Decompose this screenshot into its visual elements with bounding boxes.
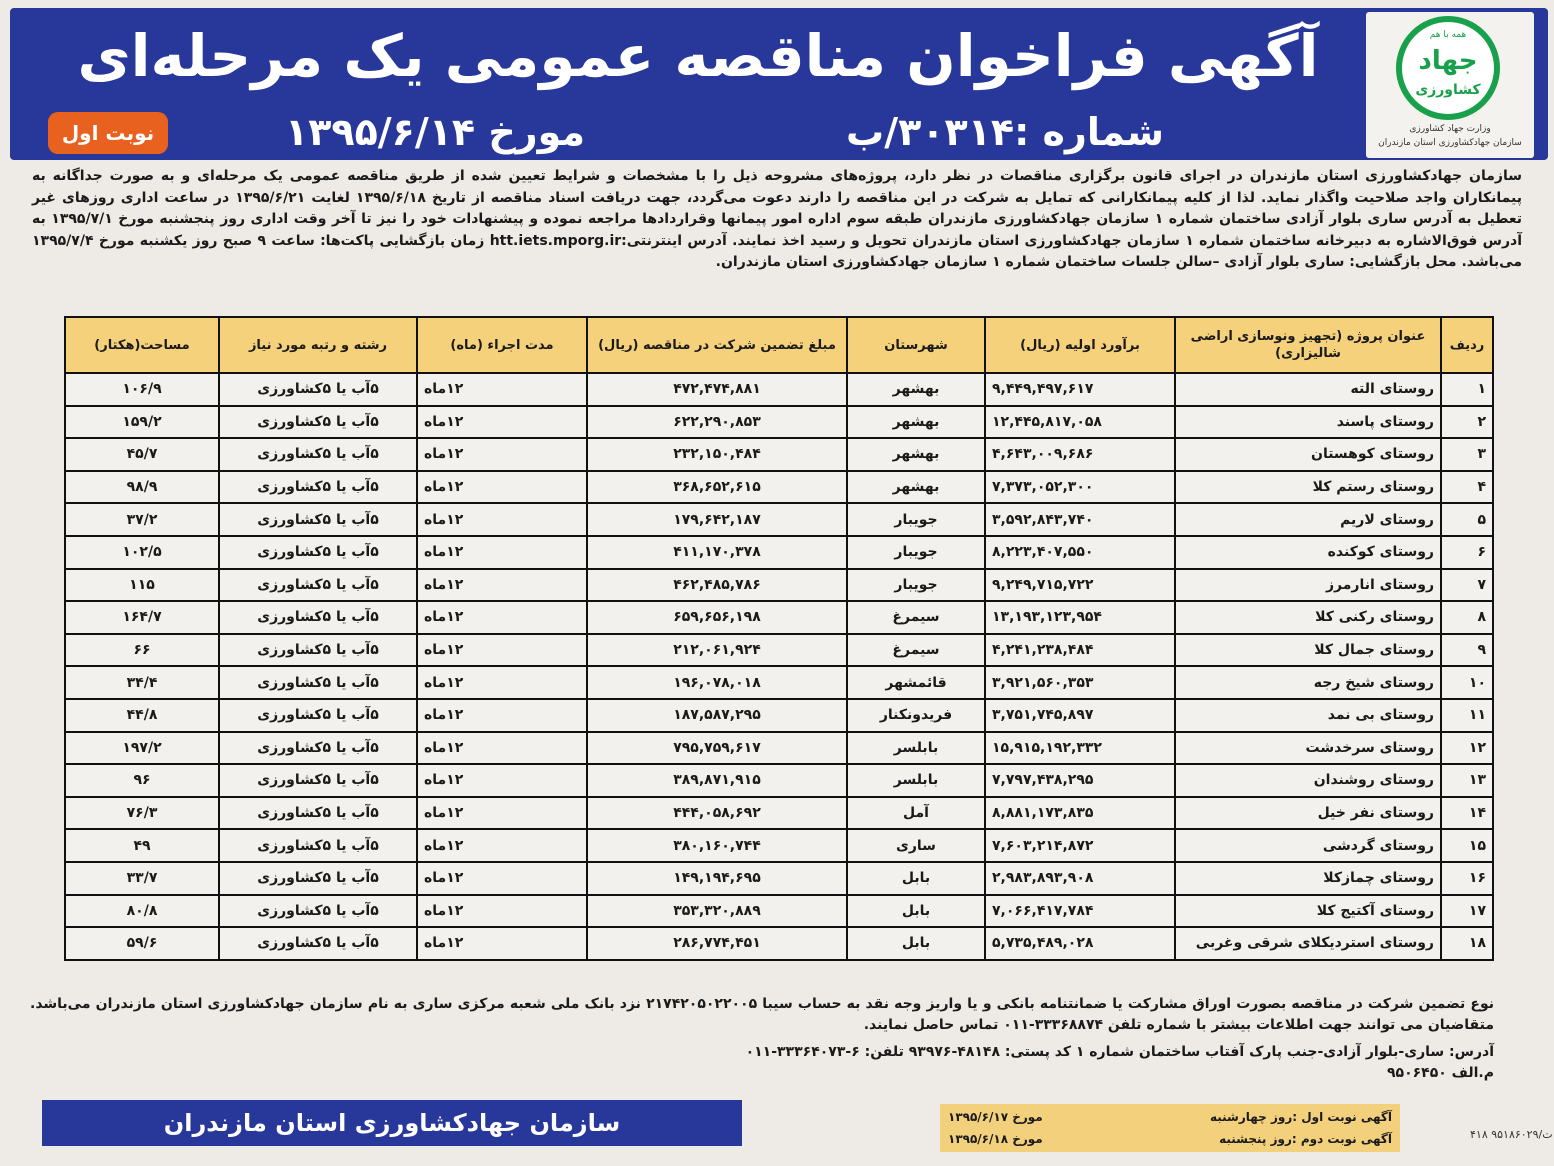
cell-city: ساری — [847, 829, 985, 862]
cell-guarantee: ۳۵۳,۳۲۰,۸۸۹ — [587, 895, 847, 928]
cell-city: بهشهر — [847, 438, 985, 471]
cell-grade: ۵آب یا ۵کشاورزی — [219, 536, 417, 569]
table-row — [65, 373, 1493, 406]
cell-project-title: روستای پاسند — [1175, 406, 1441, 439]
table-row — [65, 569, 1493, 602]
cell-guarantee: ۳۸۰,۱۶۰,۷۴۴ — [587, 829, 847, 862]
cell-city: سیمرغ — [847, 601, 985, 634]
logo-org-text: سازمان جهادکشاورزی استان مازندران — [1378, 138, 1522, 148]
cell-estimate: ۱۲,۴۴۵,۸۱۷,۰۵۸ — [985, 406, 1175, 439]
cell-row-number: ۱ — [1441, 373, 1493, 406]
intro-text-end: زمان بازگشایی پاکت‌ها: ساعت ۹ صبح روز یکشنبه مورخ ۱۳۹۵/۷/۴ می‌باشد. محل بازگشایی: ساری بلوار آزادی –سالن جلسات ساختمان شماره ۱ سازمان جهادکشاورزی استان مازندران. — [32, 232, 1522, 270]
cell-duration: ۱۲ماه — [417, 797, 587, 830]
cell-guarantee: ۶۲۲,۲۹۰,۸۵۳ — [587, 406, 847, 439]
cell-grade: ۵آب یا ۵کشاورزی — [219, 862, 417, 895]
cell-city: بابلسر — [847, 732, 985, 765]
cell-project-title: روستای کوکنده — [1175, 536, 1441, 569]
intro-paragraph — [32, 166, 1522, 298]
cell-city: بهشهر — [847, 373, 985, 406]
cell-guarantee: ۷۹۵,۷۵۹,۶۱۷ — [587, 732, 847, 765]
cell-estimate: ۱۳,۱۹۳,۱۲۳,۹۵۴ — [985, 601, 1175, 634]
cell-city: بابل — [847, 927, 985, 960]
cell-grade: ۵آب یا ۵کشاورزی — [219, 829, 417, 862]
cell-project-title: روستای آکتیج کلا — [1175, 895, 1441, 928]
cell-grade: ۵آب یا ۵کشاورزی — [219, 601, 417, 634]
cell-row-number: ۶ — [1441, 536, 1493, 569]
cell-estimate: ۴,۶۴۳,۰۰۹,۶۸۶ — [985, 438, 1175, 471]
table-row — [65, 829, 1493, 862]
cell-row-number: ۴ — [1441, 471, 1493, 504]
table-row — [65, 438, 1493, 471]
organization-logo — [1366, 12, 1534, 158]
cell-grade: ۵آب یا ۵کشاورزی — [219, 927, 417, 960]
tender-number: شماره :۳۰۳۱۴/ب — [846, 110, 1164, 154]
cell-area: ۳۴/۴ — [65, 666, 219, 699]
cell-area: ۴۵/۷ — [65, 438, 219, 471]
cell-estimate: ۷,۷۹۷,۴۳۸,۲۹۵ — [985, 764, 1175, 797]
table-header-row — [65, 317, 1493, 373]
cell-area: ۵۹/۶ — [65, 927, 219, 960]
logo-emblem-icon — [1396, 16, 1500, 120]
cell-project-title: روستای رکنی کلا — [1175, 601, 1441, 634]
table-row — [65, 732, 1493, 765]
cell-area: ۱۶۴/۷ — [65, 601, 219, 634]
cell-duration: ۱۲ماه — [417, 829, 587, 862]
cell-project-title: روستای انارمرز — [1175, 569, 1441, 602]
cell-row-number: ۱۴ — [1441, 797, 1493, 830]
cell-row-number: ۱۲ — [1441, 732, 1493, 765]
col-header-guarantee: مبلغ تضمین شرکت در مناقصه (ریال) — [587, 317, 847, 373]
cell-row-number: ۷ — [1441, 569, 1493, 602]
cell-estimate: ۵,۷۳۵,۴۸۹,۰۲۸ — [985, 927, 1175, 960]
cell-grade: ۵آب یا ۵کشاورزی — [219, 438, 417, 471]
cell-area: ۱۱۵ — [65, 569, 219, 602]
header-banner — [10, 8, 1548, 160]
cell-estimate: ۸,۲۲۳,۴۰۷,۵۵۰ — [985, 536, 1175, 569]
cell-guarantee: ۲۳۲,۱۵۰,۴۸۴ — [587, 438, 847, 471]
cell-guarantee: ۶۵۹,۶۵۶,۱۹۸ — [587, 601, 847, 634]
cell-duration: ۱۲ماه — [417, 471, 587, 504]
cell-duration: ۱۲ماه — [417, 699, 587, 732]
contact-address: آدرس: ساری-بلوار آزادی-جنب پارک آفتاب ساختمان شماره ۱ کد پستی: ۴۸۱۴۸-۹۳۹۷۶ تلفن: ۶-۳۳۳۶۴۰۷۳-۰۱۱ — [745, 1044, 1494, 1060]
cell-grade: ۵آب یا ۵کشاورزی — [219, 373, 417, 406]
cell-duration: ۱۲ماه — [417, 634, 587, 667]
cell-row-number: ۹ — [1441, 634, 1493, 667]
cell-city: قائمشهر — [847, 666, 985, 699]
table-row — [65, 764, 1493, 797]
cell-duration: ۱۲ماه — [417, 406, 587, 439]
publication-first — [948, 1106, 1392, 1128]
table-row — [65, 699, 1493, 732]
cell-project-title: روستای نفر خیل — [1175, 797, 1441, 830]
cell-guarantee: ۱۸۷,۵۸۷,۲۹۵ — [587, 699, 847, 732]
col-header-title: عنوان پروژه (تجهیز ونوسازی اراضی شالیزاری) — [1175, 317, 1441, 373]
table-row — [65, 666, 1493, 699]
table-row — [65, 503, 1493, 536]
organization-footer-bar: سازمان جهادکشاورزی استان مازندران — [42, 1100, 742, 1146]
cell-estimate: ۱۵,۹۱۵,۱۹۲,۳۳۲ — [985, 732, 1175, 765]
cell-project-title: روستای کوهستان — [1175, 438, 1441, 471]
cell-row-number: ۱۶ — [1441, 862, 1493, 895]
cell-row-number: ۸ — [1441, 601, 1493, 634]
cell-guarantee: ۳۶۸,۶۵۲,۶۱۵ — [587, 471, 847, 504]
cell-project-title: روستای سرخدشت — [1175, 732, 1441, 765]
publication-dates-box — [940, 1104, 1400, 1152]
cell-duration: ۱۲ماه — [417, 569, 587, 602]
table-row — [65, 471, 1493, 504]
cell-duration: ۱۲ماه — [417, 764, 587, 797]
cell-guarantee: ۱۹۶,۰۷۸,۰۱۸ — [587, 666, 847, 699]
cell-grade: ۵آب یا ۵کشاورزی — [219, 699, 417, 732]
cell-project-title: روستای روشندان — [1175, 764, 1441, 797]
cell-area: ۷۶/۳ — [65, 797, 219, 830]
cell-estimate: ۷,۳۷۳,۰۵۲,۳۰۰ — [985, 471, 1175, 504]
cell-duration: ۱۲ماه — [417, 536, 587, 569]
cell-city: جویبار — [847, 503, 985, 536]
cell-duration: ۱۲ماه — [417, 438, 587, 471]
cell-area: ۳۳/۷ — [65, 862, 219, 895]
cell-row-number: ۲ — [1441, 406, 1493, 439]
cell-duration: ۱۲ماه — [417, 601, 587, 634]
cell-area: ۴۴/۸ — [65, 699, 219, 732]
cell-city: آمل — [847, 797, 985, 830]
cell-project-title: روستای الته — [1175, 373, 1441, 406]
cell-estimate: ۹,۲۴۹,۷۱۵,۷۲۲ — [985, 569, 1175, 602]
intro-text: سازمان جهادکشاورزی استان مازندران در اجرای قانون برگزاری مناقصات در نظر دارد، پروژه‌های مشروحه ذیل را با مشخصات و شرایط تعیین شده از طریق مناقصه عمومی یک مرحله‌ای و به صورت جداگانه به پیمانکاران واجد صلاحیت واگذار نماید. لذا از کلیه پیمانکارانی که تمایل به شرکت در این مناقصه را دارند دعوت می‌گردد، جهت دریافت اسناد مناقصه از تاریخ ۱۳۹۵/۶/۱۸ لغایت ۱۳۹۵/۶/۲۱ در ساعت اداری روزهای غیر تعطیل به آدرس ساری بلوار آزادی ساختمان شماره ۱ سازمان جهادکشاورزی مازندران طبقه سوم اداره امور پیمانها وقراردادها مراجعه نموده و پیشنهادات خود را نیز تا آخر وقت اداری روز پنجشنبه مورخ ۱۳۹۵/۷/۱ به آدرس فوق‌الاشاره به دبیرخانه ساختمان شماره ۱ سازمان جهادکشاورزی استان مازندران تحویل و رسید اخذ نمایند. آدرس اینترنتی: — [32, 168, 1523, 249]
cell-area: ۹۶ — [65, 764, 219, 797]
projects-table — [64, 316, 1492, 988]
cell-duration: ۱۲ماه — [417, 895, 587, 928]
cell-area: ۶۶ — [65, 634, 219, 667]
page-title: آگهی فراخوان مناقصه عمومی یک مرحله‌ای — [77, 22, 1319, 90]
cell-project-title: روستای بی نمد — [1175, 699, 1441, 732]
website-link[interactable]: htt.iets.mporg.ir — [489, 232, 622, 249]
cell-duration: ۱۲ماه — [417, 503, 587, 536]
cell-city: سیمرغ — [847, 634, 985, 667]
cell-duration: ۱۲ماه — [417, 732, 587, 765]
logo-name-line2: کشاورزی — [1415, 82, 1481, 98]
cell-city: بابلسر — [847, 764, 985, 797]
cell-area: ۹۸/۹ — [65, 471, 219, 504]
cell-row-number: ۱۱ — [1441, 699, 1493, 732]
table-row — [65, 927, 1493, 960]
cell-area: ۱۰۲/۵ — [65, 536, 219, 569]
cell-grade: ۵آب یا ۵کشاورزی — [219, 797, 417, 830]
cell-grade: ۵آب یا ۵کشاورزی — [219, 764, 417, 797]
cell-project-title: روستای جمال کلا — [1175, 634, 1441, 667]
cell-city: جویبار — [847, 536, 985, 569]
cell-guarantee: ۱۴۹,۱۹۴,۶۹۵ — [587, 862, 847, 895]
cell-area: ۴۹ — [65, 829, 219, 862]
cell-estimate: ۳,۵۹۲,۸۴۳,۷۴۰ — [985, 503, 1175, 536]
cell-duration: ۱۲ماه — [417, 927, 587, 960]
cell-guarantee: ۲۱۲,۰۶۱,۹۲۴ — [587, 634, 847, 667]
cell-grade: ۵آب یا ۵کشاورزی — [219, 503, 417, 536]
round-badge: نوبت اول — [48, 112, 168, 154]
logo-ministry-text: وزارت جهاد کشاورزی — [1409, 124, 1491, 134]
cell-city: بابل — [847, 862, 985, 895]
pub1-label: آگهی نوبت اول :روز چهارشنبه — [1209, 1110, 1392, 1124]
cell-city: فریدونکنار — [847, 699, 985, 732]
logo-name-line1: جهاد — [1418, 46, 1478, 76]
cell-row-number: ۱۵ — [1441, 829, 1493, 862]
cell-project-title: روستای شیخ رجه — [1175, 666, 1441, 699]
cell-grade: ۵آب یا ۵کشاورزی — [219, 666, 417, 699]
cell-city: جویبار — [847, 569, 985, 602]
cell-duration: ۱۲ماه — [417, 373, 587, 406]
notice-code: م.الف ۹۵۰۶۴۵۰ — [1386, 1065, 1494, 1081]
cell-estimate: ۴,۲۴۱,۲۳۸,۴۸۴ — [985, 634, 1175, 667]
cell-estimate: ۳,۹۲۱,۵۶۰,۳۵۳ — [985, 666, 1175, 699]
cell-estimate: ۷,۶۰۳,۲۱۴,۸۷۲ — [985, 829, 1175, 862]
cell-row-number: ۳ — [1441, 438, 1493, 471]
col-header-area: مساحت(هکتار) — [65, 317, 219, 373]
cell-project-title: روستای رستم کلا — [1175, 471, 1441, 504]
publication-second — [948, 1128, 1392, 1150]
cell-row-number: ۵ — [1441, 503, 1493, 536]
cell-area: ۱۰۶/۹ — [65, 373, 219, 406]
cell-row-number: ۱۷ — [1441, 895, 1493, 928]
pub2-date: مورخ ۱۳۹۵/۶/۱۸ — [948, 1132, 1043, 1146]
cell-area: ۱۵۹/۲ — [65, 406, 219, 439]
table-row — [65, 634, 1493, 667]
col-header-row: ردیف — [1441, 317, 1493, 373]
cell-guarantee: ۴۶۲,۴۸۵,۷۸۶ — [587, 569, 847, 602]
cell-guarantee: ۲۸۶,۷۷۴,۴۵۱ — [587, 927, 847, 960]
cell-project-title: روستای استردیکلای شرقی وغربی — [1175, 927, 1441, 960]
cell-project-title: روستای گردشی — [1175, 829, 1441, 862]
cell-estimate: ۳,۷۵۱,۷۴۵,۸۹۷ — [985, 699, 1175, 732]
pub2-label: آگهی نوبت دوم :روز پنجشنبه — [1219, 1132, 1392, 1146]
cell-area: ۱۹۷/۲ — [65, 732, 219, 765]
cell-guarantee: ۴۱۱,۱۷۰,۳۷۸ — [587, 536, 847, 569]
cell-grade: ۵آب یا ۵کشاورزی — [219, 634, 417, 667]
cell-area: ۸۰/۸ — [65, 895, 219, 928]
pub1-date: مورخ ۱۳۹۵/۶/۱۷ — [948, 1110, 1043, 1124]
side-code: ۴۱۸ ت/۹۵۱۸۶۰۲۹ — [1470, 1128, 1553, 1141]
cell-row-number: ۱۸ — [1441, 927, 1493, 960]
tender-date: مورخ ۱۳۹۵/۶/۱۴ — [285, 110, 585, 154]
col-header-duration: مدت اجراء (ماه) — [417, 317, 587, 373]
col-header-city: شهرستان — [847, 317, 985, 373]
cell-guarantee: ۴۷۲,۴۷۴,۸۸۱ — [587, 373, 847, 406]
cell-guarantee: ۴۴۴,۰۵۸,۶۹۲ — [587, 797, 847, 830]
cell-estimate: ۸,۸۸۱,۱۷۳,۸۳۵ — [985, 797, 1175, 830]
cell-area: ۳۷/۲ — [65, 503, 219, 536]
logo-top-text: همه با هم — [1429, 30, 1467, 40]
cell-duration: ۱۲ماه — [417, 862, 587, 895]
cell-city: بهشهر — [847, 406, 985, 439]
cell-grade: ۵آب یا ۵کشاورزی — [219, 732, 417, 765]
cell-grade: ۵آب یا ۵کشاورزی — [219, 569, 417, 602]
cell-grade: ۵آب یا ۵کشاورزی — [219, 471, 417, 504]
cell-grade: ۵آب یا ۵کشاورزی — [219, 895, 417, 928]
table-row — [65, 895, 1493, 928]
table-row — [65, 406, 1493, 439]
cell-estimate: ۲,۹۸۳,۸۹۳,۹۰۸ — [985, 862, 1175, 895]
table-row — [65, 797, 1493, 830]
cell-project-title: روستای لاریم — [1175, 503, 1441, 536]
table-row — [65, 536, 1493, 569]
cell-estimate: ۹,۴۴۹,۴۹۷,۶۱۷ — [985, 373, 1175, 406]
cell-row-number: ۱۰ — [1441, 666, 1493, 699]
cell-guarantee: ۱۷۹,۶۴۲,۱۸۷ — [587, 503, 847, 536]
cell-row-number: ۱۳ — [1441, 764, 1493, 797]
cell-duration: ۱۲ماه — [417, 666, 587, 699]
table-row — [65, 862, 1493, 895]
cell-guarantee: ۳۸۹,۸۷۱,۹۱۵ — [587, 764, 847, 797]
cell-city: بابل — [847, 895, 985, 928]
cell-estimate: ۷,۰۶۶,۴۱۷,۷۸۴ — [985, 895, 1175, 928]
cell-grade: ۵آب یا ۵کشاورزی — [219, 406, 417, 439]
col-header-grade: رشته و رتبه مورد نیاز — [219, 317, 417, 373]
cell-city: بهشهر — [847, 471, 985, 504]
guarantee-note: نوع تضمین شرکت در مناقصه بصورت اوراق مشارکت یا ضمانتنامه بانکی و یا واریز وجه نقد به حساب سیبا ۲۱۷۴۲۰۵۰۲۲۰۰۵ نزد بانک ملی شعبه مرکزی ساری به نام سازمان جهادکشاورزی استان مازندران می‌باشد. متقاضیان می توانند جهت اطلاعات بیشتر با شماره تلفن ۳۳۳۶۸۸۷۴-۰۱۱ تماس حاصل نمایند. — [30, 996, 1494, 1033]
cell-project-title: روستای چمازکلا — [1175, 862, 1441, 895]
table-row — [65, 601, 1493, 634]
col-header-estimate: برآورد اولیه (ریال) — [985, 317, 1175, 373]
